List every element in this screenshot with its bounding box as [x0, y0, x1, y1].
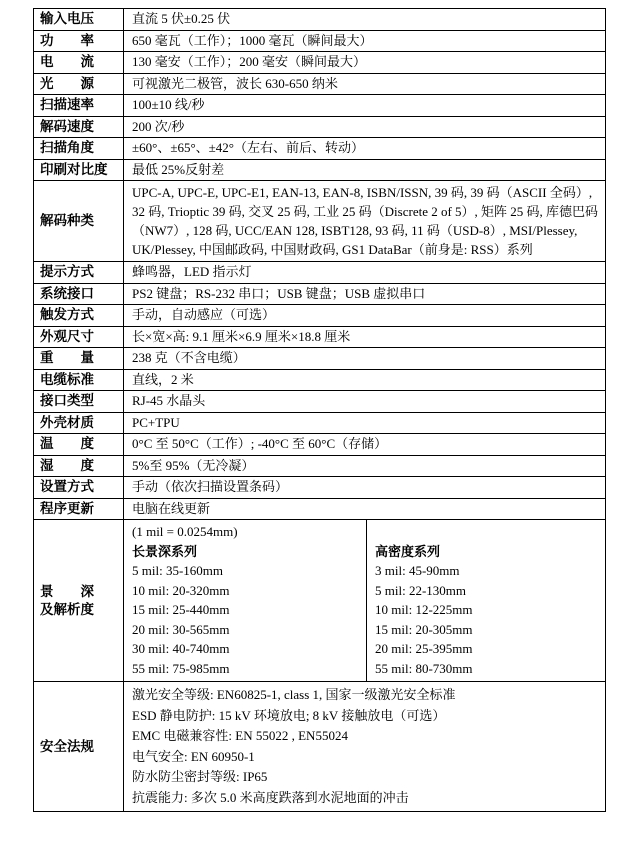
table-row	[34, 326, 606, 348]
spec-table	[33, 8, 606, 812]
row-value: 手动，自动感应（可选）	[124, 305, 606, 327]
row-label: 电 流	[34, 52, 124, 74]
row-label: 提示方式	[34, 262, 124, 284]
depth-item: 15 mil: 25-440mm	[132, 602, 230, 617]
depth-label-line2: 及解析度	[40, 601, 94, 617]
row-label: 解码种类	[34, 181, 124, 262]
row-value: 长×宽×高: 9.1 厘米×6.9 厘米×18.8 厘米	[124, 326, 606, 348]
row-value: UPC-A, UPC-E, UPC-E1, EAN-13, EAN-8, ISBN/ISSN, 39 码, 39 码（ASCII 全码）, 32 码, Trioptic 39 码, 交叉 25 码, 工业 25 码（Discrete 2 of 5）, 矩阵 25 码, 库德巴码（NW7）, 128 码, UCC/EAN 128, ISBT128, 93 码, 11 码（USD-8）, MSI/Plessey, UK/Plessey, 中国邮政码, 中国财政码, GS1 DataBar（前身是: RSS）系列	[124, 181, 606, 262]
row-value: 5%至 95%（无冷凝）	[124, 455, 606, 477]
depth-item: 10 mil: 20-320mm	[132, 582, 230, 598]
mil-note: (1 mil = 0.0254mm)	[132, 524, 238, 539]
safety-line: 激光安全等级: EN60825-1, class 1, 国家一级激光安全标准	[132, 687, 456, 702]
depth-column-long-range	[124, 520, 367, 681]
depth-value-cell	[124, 520, 606, 682]
table-row	[34, 477, 606, 499]
row-value: 可视激光二极管，波长 630-650 纳米	[124, 73, 606, 95]
depth-item: 30 mil: 40-740mm	[132, 641, 230, 656]
row-value: ±60°、±65°、±42°（左右、前后、转动）	[124, 138, 606, 160]
table-row	[34, 73, 606, 95]
safety-line: EMC 电磁兼容性: EN 55022 , EN55024	[132, 728, 348, 743]
depth-subtable	[124, 520, 605, 681]
row-label: 光 源	[34, 73, 124, 95]
safety-line: 抗震能力: 多次 5.0 米高度跌落到水泥地面的冲击	[132, 789, 409, 805]
table-row	[34, 52, 606, 74]
safety-line: 防水防尘密封等级: IP65	[132, 769, 268, 784]
depth-item: 55 mil: 75-985mm	[132, 660, 230, 676]
row-value: PS2 键盘；RS-232 串口；USB 键盘；USB 虚拟串口	[124, 283, 606, 305]
depth-item: 10 mil: 12-225mm	[375, 602, 473, 617]
row-value: 手动（依次扫描设置条码）	[124, 477, 606, 499]
table-row	[34, 412, 606, 434]
row-label	[34, 520, 124, 682]
depth-item: 3 mil: 45-90mm	[375, 563, 460, 578]
row-label: 印刷对比度	[34, 159, 124, 181]
row-value: 直流 5 伏±0.25 伏	[124, 9, 606, 31]
row-value: 130 毫安（工作）；200 毫安（瞬间最大）	[124, 52, 606, 74]
depth-item: 15 mil: 20-305mm	[375, 621, 473, 637]
row-value: 100±10 线/秒	[124, 95, 606, 117]
table-row	[34, 159, 606, 181]
depth-item: 5 mil: 35-160mm	[132, 563, 223, 578]
row-label: 功 率	[34, 30, 124, 52]
table-row	[34, 9, 606, 31]
table-row	[34, 434, 606, 456]
safety-line: ESD 静电防护: 15 kV 环境放电; 8 kV 接触放电（可选）	[132, 707, 446, 723]
depth-item: 5 mil: 22-130mm	[375, 582, 466, 598]
row-label: 程序更新	[34, 498, 124, 520]
row-value: PC+TPU	[124, 412, 606, 434]
long-range-series-title: 长景深系列	[132, 543, 198, 559]
table-row	[34, 283, 606, 305]
row-label: 输入电压	[34, 9, 124, 31]
row-label: 电缆标准	[34, 369, 124, 391]
row-value: 650 毫瓦（工作）；1000 毫瓦（瞬间最大）	[124, 30, 606, 52]
row-label: 重 量	[34, 348, 124, 370]
row-label: 外观尺寸	[34, 326, 124, 348]
high-density-series-title: 高密度系列	[375, 543, 441, 559]
table-row	[34, 391, 606, 413]
row-label: 接口类型	[34, 391, 124, 413]
safety-value-cell	[124, 682, 606, 812]
row-label: 系统接口	[34, 283, 124, 305]
row-label: 扫描速率	[34, 95, 124, 117]
row-label: 安全法规	[34, 682, 124, 812]
table-row-decode-types	[34, 181, 606, 262]
row-value: 蜂鸣器，LED 指示灯	[124, 262, 606, 284]
depth-column-high-density	[367, 520, 605, 681]
row-label: 湿 度	[34, 455, 124, 477]
table-row	[34, 498, 606, 520]
table-row	[34, 116, 606, 138]
table-row	[34, 30, 606, 52]
row-label: 外壳材质	[34, 412, 124, 434]
table-row	[34, 262, 606, 284]
row-label: 解码速度	[34, 116, 124, 138]
row-value: 直线，2 米	[124, 369, 606, 391]
row-label: 温 度	[34, 434, 124, 456]
row-value: 200 次/秒	[124, 116, 606, 138]
table-row	[34, 305, 606, 327]
depth-item: 20 mil: 25-395mm	[375, 641, 473, 656]
depth-label-line1: 景 深	[40, 583, 94, 599]
depth-item: 55 mil: 80-730mm	[375, 660, 473, 676]
row-label: 设置方式	[34, 477, 124, 499]
row-label: 扫描角度	[34, 138, 124, 160]
depth-item: 20 mil: 30-565mm	[132, 621, 230, 637]
table-row	[34, 455, 606, 477]
row-label: 触发方式	[34, 305, 124, 327]
row-value: 最低 25%反射差	[124, 159, 606, 181]
table-row	[34, 138, 606, 160]
table-row	[34, 95, 606, 117]
row-value: RJ-45 水晶头	[124, 391, 606, 413]
row-value: 0°C 至 50°C（工作）; -40°C 至 60°C（存储）	[124, 434, 606, 456]
row-value: 238 克（不含电缆）	[124, 348, 606, 370]
safety-line: 电气安全: EN 60950-1	[132, 748, 255, 764]
table-row-safety	[34, 682, 606, 812]
table-row	[34, 348, 606, 370]
row-value: 电脑在线更新	[124, 498, 606, 520]
table-row	[34, 369, 606, 391]
table-row-depth-of-field	[34, 520, 606, 682]
